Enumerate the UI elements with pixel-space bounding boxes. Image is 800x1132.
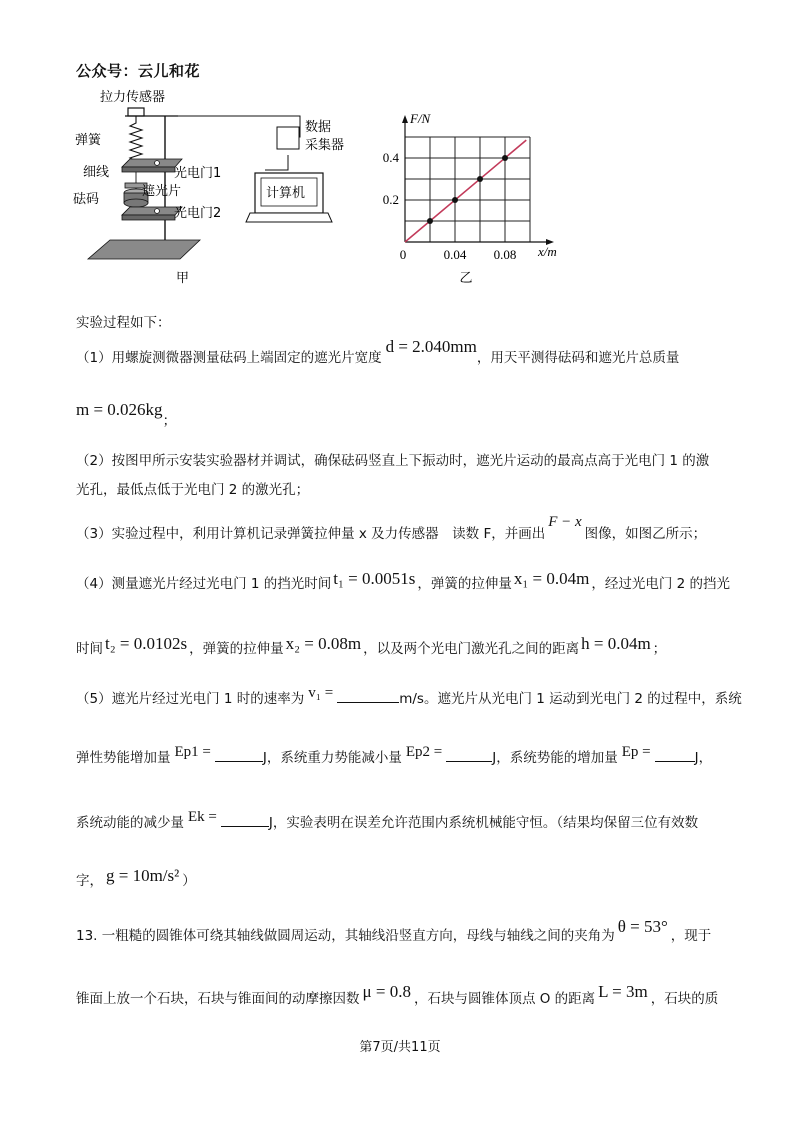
step-5-line-3: 系统动能的减少量 Ek = J，实验表明在误差允许范围内系统机械能守恒。（结果均保留三位有效数 xyxy=(76,809,699,831)
x-tick-label: 0.04 xyxy=(443,247,467,262)
blank-ep1[interactable] xyxy=(215,747,263,762)
step-4-line-1: （4）测量遮光片经过光电门 1 的挡光时间 t₁ = 0.0051s ，弹簧的拉伸量 x₁ = 0.04m ，经过光电门 2 的挡光 xyxy=(76,569,731,592)
step-2-line-2: 光孔，最低点低于光电门 2 的激光孔； xyxy=(76,482,310,498)
eq-t1: t₁ = 0.0051s xyxy=(333,569,416,588)
label-collector-1: 数据 xyxy=(305,120,332,135)
blank-ep2[interactable] xyxy=(446,747,492,762)
eq-m: m = 0.026kg xyxy=(76,400,163,419)
eq-theta: θ = 53° xyxy=(617,917,668,936)
label-thread: 细线 xyxy=(83,165,110,180)
y-axis-label: F/N xyxy=(410,111,431,126)
force-sensor-block xyxy=(128,108,144,116)
eq-fx: F − x xyxy=(548,514,582,530)
eq-x1: x₁ = 0.04m xyxy=(513,569,590,588)
fx-chart xyxy=(375,92,575,292)
eq-g: g = 10m/s² xyxy=(106,866,180,885)
step-1-line-2: m = 0.026kg； xyxy=(76,400,177,429)
question-13-line-2: 锥面上放一个石块，石块与锥面间的动摩擦因数 μ = 0.8 ，石块与圆锥体顶点 O 的距离 L = 3m ，石块的质 xyxy=(76,982,719,1007)
eq-v1: v₁ = xyxy=(308,685,334,701)
eq-ep1: Ep1 = xyxy=(174,744,211,760)
eq-d: d = 2.040mm xyxy=(385,337,477,356)
eq-l: L = 3m xyxy=(598,982,648,1001)
question-13-line-1: 13. 一粗糙的圆锥体可绕其轴线做圆周运动，其轴线沿竖直方向，母线与轴线之间的夹角为 θ = 53° ，现于 xyxy=(76,917,712,944)
fit-line xyxy=(405,140,526,242)
step-4-line-2: 时间 t₂ = 0.0102s ，弹簧的拉伸量 x₂ = 0.08m ，以及两个光电门激光孔之间的距离 h = 0.04m ； xyxy=(76,634,667,657)
caption-yi: 乙 xyxy=(459,271,473,286)
eq-h: h = 0.04m xyxy=(581,634,651,653)
label-spring: 弹簧 xyxy=(75,133,102,148)
x-axis-label: x/m xyxy=(538,244,557,259)
label-weight: 砝码 xyxy=(73,192,100,207)
caption-jia: 甲 xyxy=(176,271,190,285)
origin-label: 0 xyxy=(399,247,407,262)
photogate-2 xyxy=(122,207,182,215)
label-computer: 计算机 xyxy=(266,186,306,201)
data-point xyxy=(452,197,458,203)
data-point xyxy=(477,176,483,182)
step-2-line-1: （2）按图甲所示安装实验器材并调试，确保砝码竖直上下振动时，遮光片运动的最高点高于光电门 1 的激 xyxy=(76,453,710,469)
x-tick-label: 0.08 xyxy=(493,247,517,262)
y-tick-label: 0.4 xyxy=(382,150,399,165)
label-collector-2: 采集器 xyxy=(305,138,345,153)
source-label: 公众号：云儿和花 xyxy=(76,62,201,80)
step-5-line-1: （5）遮光片经过光电门 1 时的速率为 v₁ = m/s。遮光片从光电门 1 运动到光电门 2 的过程中，系统 xyxy=(76,685,742,707)
step-5-line-2: 弹性势能增加量 Ep1 = J，系统重力势能减小量 Ep2 = J，系统势能的增加量 Ep = J， xyxy=(76,744,713,766)
eq-mu: μ = 0.8 xyxy=(362,982,411,1001)
blank-v1[interactable] xyxy=(337,688,399,703)
eq-t2: t₂ = 0.0102s xyxy=(105,634,188,653)
label-gate-2: 光电门2 xyxy=(174,206,222,221)
data-point xyxy=(502,155,508,161)
photogate-1 xyxy=(122,159,182,167)
intro-text: 实验过程如下： xyxy=(76,315,171,331)
eq-ek: Ek = xyxy=(188,809,217,825)
apparatus-figure xyxy=(70,85,370,285)
base-plate xyxy=(88,240,200,259)
data-collector xyxy=(277,127,299,149)
step-3: （3）实验过程中，利用计算机记录弹簧拉伸量 x 及力传感器 读数 F，并画出F − x图像，如图乙所示； xyxy=(76,514,707,542)
y-tick-label: 0.2 xyxy=(382,192,399,207)
spring xyxy=(130,116,142,161)
label-shade: 遮光片 xyxy=(142,184,182,199)
y-axis-arrow xyxy=(402,115,408,123)
eq-x2: x₂ = 0.08m xyxy=(285,634,362,653)
blank-ek[interactable] xyxy=(221,812,269,827)
step-1-line-1: （1）用螺旋测微器测量砝码上端固定的遮光片宽度d = 2.040mm，用天平测得砝码和遮光片总质量 xyxy=(76,337,680,366)
eq-ep2: Ep2 = xyxy=(405,744,443,760)
label-gate-1: 光电门1 xyxy=(174,166,222,181)
blank-ep[interactable] xyxy=(655,747,695,762)
data-point xyxy=(427,218,433,224)
label-force-sensor: 拉力传感器 xyxy=(100,90,166,105)
page-number: 第7页/共11页 xyxy=(359,1040,441,1055)
step-5-line-4: 字， g = 10m/s² ） xyxy=(76,866,196,889)
eq-ep: Ep = xyxy=(621,744,651,760)
